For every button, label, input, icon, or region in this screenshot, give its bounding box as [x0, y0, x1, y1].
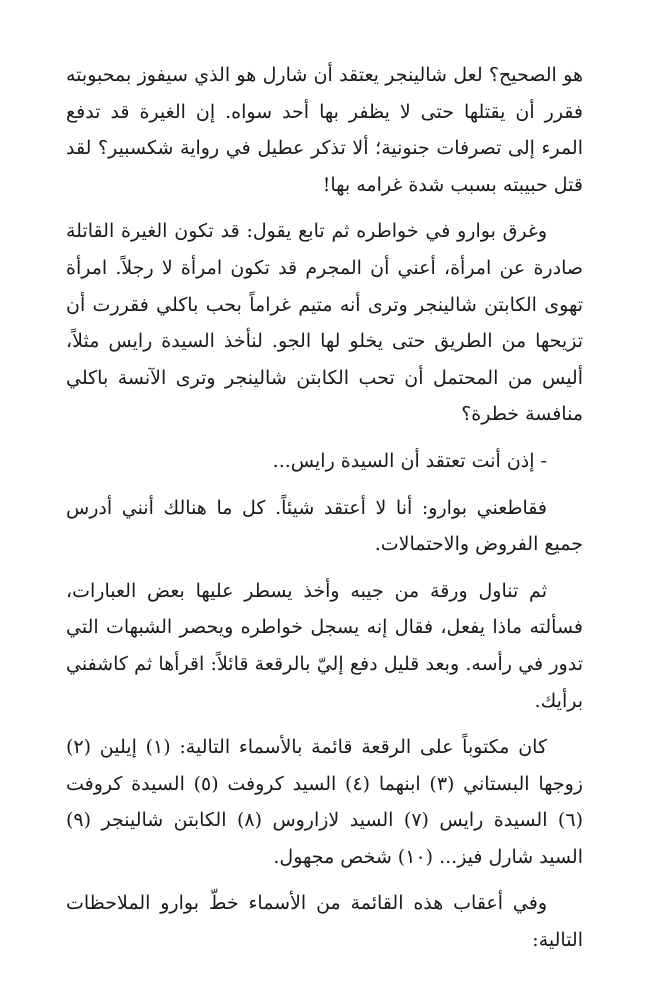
paragraph-5: ثم تناول ورقة من جيبه وأخذ يسطر عليها بعض العبارات، فسألته ماذا يفعل، فقال إنه يسجل خواطره ويحصر الشبهات التي تدور في رأسه. وبعد قليل دفع إليّ بالرقعة قائلاً: اقرأها ثم كاشفني برأيك.: [66, 579, 583, 712]
paragraph-4: فقاطعني بوارو: أنا لا أعتقد شيئاً. كل ما هنالك أنني أدرس جميع الفروض والاحتمالات.: [66, 496, 583, 556]
paragraph-3-dialogue: - إذن أنت تعتقد أن السيدة رايس...: [272, 449, 547, 472]
paragraph-7: وفي أعقاب هذه القائمة من الأسماء خطّ بوارو الملاحظات التالية:: [66, 892, 583, 952]
paragraph-6-name-list: كان مكتوباً على الرقعة قائمة بالأسماء التالية: (١) إيلين (٢) زوجها البستاني (٣) ابنهما (٤) السيد كروفت (٥) السيدة كروفت (٦) السيدة رايس (٧) السيد لازاروس (٨) الكابتن شالينجر (٩) السيد شارل فيز... (١٠) شخص مجهول.: [66, 736, 583, 868]
paragraph-1: هو الصحيح؟ لعل شالينجر يعتقد أن شارل هو الذي سيفوز بمحبوبته فقرر أن يقتلها حتى لا يظفر بها أحد سواه. إن الغيرة قد تدفع المرء إلى تصرفات جنونية؛ ألا تذكر عطيل في رواية شكسبير؟ لقد قتل حبيبته بسبب شدة غرامه بها!: [66, 64, 583, 196]
paragraph-2: وغرق بوارو في خواطره ثم تابع يقول: قد تكون الغيرة القاتلة صادرة عن امرأة، أعني أن المجرم قد تكون امرأة لا رجلاً. امرأة تهوى الكابتن شالينجر وترى أنه متيم غراماً بحب باكلي فقررت أن تزيحها من الطريق حتى يخلو لها الجو. لنأخذ السيدة رايس مثلاً، أليس من المحتمل أن تحب الكابتن شالينجر وترى الآنسة باكلي منافسة خطرة؟: [66, 220, 583, 426]
